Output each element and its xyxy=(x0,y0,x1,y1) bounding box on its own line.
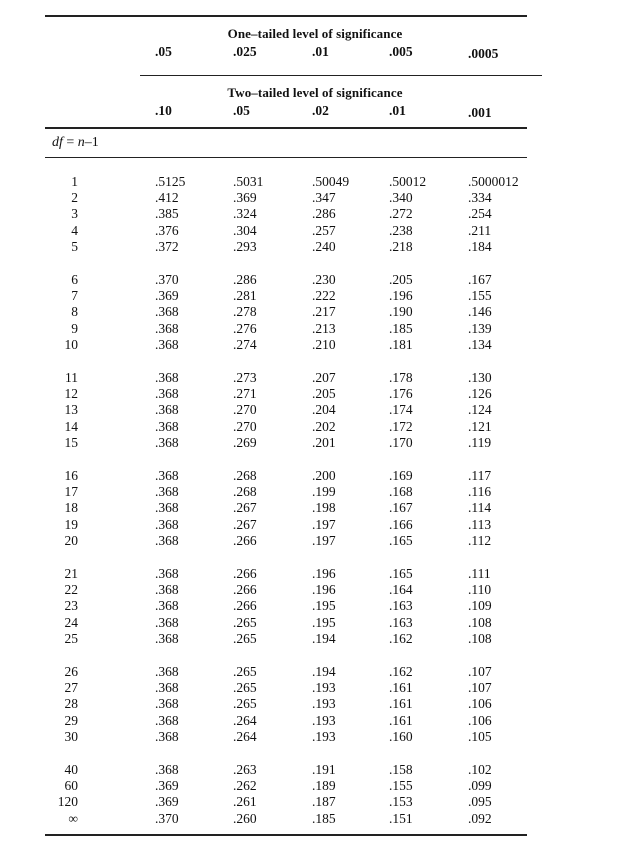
critical-value: .238 xyxy=(389,222,413,238)
critical-value: .385 xyxy=(155,206,179,222)
critical-value: .102 xyxy=(468,762,492,777)
table-row xyxy=(0,272,642,288)
critical-value: .265 xyxy=(233,664,257,679)
critical-value: .368 xyxy=(155,418,179,434)
df-value: 1 xyxy=(71,174,78,189)
critical-value: .293 xyxy=(233,238,257,254)
critical-value: .165 xyxy=(389,566,413,581)
critical-value: .368 xyxy=(155,484,179,500)
df-value: 20 xyxy=(64,532,78,548)
critical-value: .178 xyxy=(389,370,413,385)
critical-value: .372 xyxy=(155,238,179,254)
critical-value: .207 xyxy=(312,370,336,385)
critical-value: .368 xyxy=(155,664,179,679)
critical-value: .368 xyxy=(155,696,179,712)
df-value: 30 xyxy=(64,728,78,744)
critical-value: .262 xyxy=(233,778,257,794)
critical-value: .168 xyxy=(389,484,413,500)
critical-value: .169 xyxy=(389,468,413,483)
critical-value: .368 xyxy=(155,304,179,320)
df-value: 12 xyxy=(64,386,78,402)
critical-value: .270 xyxy=(233,418,257,434)
critical-value: .412 xyxy=(155,190,179,206)
critical-value: .369 xyxy=(155,288,179,304)
critical-value: .368 xyxy=(155,582,179,598)
critical-value: .194 xyxy=(312,664,336,679)
critical-value: .217 xyxy=(312,304,336,320)
critical-value: .167 xyxy=(468,272,492,287)
df-symbol: df xyxy=(52,135,63,150)
df-value: 3 xyxy=(71,206,78,222)
critical-value: .213 xyxy=(312,320,336,336)
critical-value: .5031 xyxy=(233,174,264,189)
critical-value: .190 xyxy=(389,304,413,320)
critical-value: .193 xyxy=(312,728,336,744)
critical-value: .240 xyxy=(312,238,336,254)
critical-value: .111 xyxy=(468,566,491,581)
critical-value: .218 xyxy=(389,238,413,254)
critical-value: .161 xyxy=(389,696,413,712)
critical-value: .117 xyxy=(468,468,492,483)
critical-value: .196 xyxy=(312,566,336,581)
critical-value: .368 xyxy=(155,370,179,385)
critical-value: .254 xyxy=(468,206,492,222)
critical-value: .204 xyxy=(312,402,336,418)
critical-value: .153 xyxy=(389,794,413,810)
critical-value: .368 xyxy=(155,532,179,548)
table-row xyxy=(0,762,642,778)
critical-value: .109 xyxy=(468,598,492,614)
critical-value: .334 xyxy=(468,190,492,206)
two-tailed-level-5: .001 xyxy=(468,105,492,120)
critical-value: .230 xyxy=(312,272,336,287)
two-tailed-caption: Two–tailed level of significance xyxy=(227,85,403,100)
df-value: 120 xyxy=(57,794,78,810)
critical-value: .265 xyxy=(233,696,257,712)
critical-value: .106 xyxy=(468,696,492,712)
table-row xyxy=(0,778,642,794)
critical-value: .369 xyxy=(155,778,179,794)
df-value: 5 xyxy=(71,238,78,254)
table-row xyxy=(0,468,642,484)
critical-value: .267 xyxy=(233,500,257,516)
critical-value: .50012 xyxy=(389,174,427,189)
one-tailed-level-5: .0005 xyxy=(468,46,499,61)
critical-value: .205 xyxy=(389,272,413,287)
critical-value: .108 xyxy=(468,630,492,646)
critical-value: .276 xyxy=(233,320,257,336)
one-tailed-level-3: .01 xyxy=(312,44,329,59)
df-value: 11 xyxy=(65,370,78,385)
critical-value: .260 xyxy=(233,810,257,826)
table-row xyxy=(0,615,642,631)
df-value: 25 xyxy=(64,630,78,646)
df-value: 13 xyxy=(64,402,78,418)
bottom-rule xyxy=(45,834,527,836)
one-tailed-caption: One–tailed level of significance xyxy=(227,26,403,41)
critical-value: .197 xyxy=(312,516,336,532)
critical-value: .266 xyxy=(233,598,257,614)
critical-value: .105 xyxy=(468,728,492,744)
critical-value: .370 xyxy=(155,272,179,287)
critical-value: .286 xyxy=(312,206,336,222)
critical-value: .139 xyxy=(468,320,492,336)
df-value: 22 xyxy=(64,582,78,598)
df-value: 18 xyxy=(64,500,78,516)
df-value: 9 xyxy=(71,320,78,336)
critical-value: .165 xyxy=(389,532,413,548)
critical-value: .368 xyxy=(155,320,179,336)
critical-value: .155 xyxy=(468,288,492,304)
critical-value: .50049 xyxy=(312,174,350,189)
two-tailed-level-1: .10 xyxy=(155,103,172,118)
two-tailed-level-2: .05 xyxy=(233,103,250,118)
table-row xyxy=(0,598,642,614)
critical-value: .146 xyxy=(468,304,492,320)
critical-value: .095 xyxy=(468,794,492,810)
table-row xyxy=(0,517,642,533)
critical-value: .368 xyxy=(155,762,179,777)
critical-value: .368 xyxy=(155,630,179,646)
critical-value: .368 xyxy=(155,336,179,352)
critical-value: .269 xyxy=(233,434,257,450)
df-value: 15 xyxy=(64,434,78,450)
critical-value: .191 xyxy=(312,762,336,777)
critical-value: .268 xyxy=(233,468,257,483)
df-value: 16 xyxy=(64,468,78,483)
critical-value: .162 xyxy=(389,664,413,679)
table-row xyxy=(0,337,642,353)
table-row xyxy=(0,174,642,190)
critical-value: .185 xyxy=(312,810,336,826)
critical-value: .368 xyxy=(155,468,179,483)
critical-value: .264 xyxy=(233,712,257,728)
one-tailed-level-2: .025 xyxy=(233,44,257,59)
df-value: 60 xyxy=(64,778,78,794)
df-value: 21 xyxy=(64,566,78,581)
critical-value: .193 xyxy=(312,712,336,728)
table-row xyxy=(0,321,642,337)
critical-value: .158 xyxy=(389,762,413,777)
critical-value: .151 xyxy=(389,810,413,826)
critical-value: .176 xyxy=(389,386,413,402)
critical-value: .264 xyxy=(233,728,257,744)
df-n: n xyxy=(77,135,85,150)
critical-value: .134 xyxy=(468,336,492,352)
critical-value: .5000012 xyxy=(468,174,519,189)
critical-value: .274 xyxy=(233,336,257,352)
table-row xyxy=(0,696,642,712)
critical-value: .281 xyxy=(233,288,257,304)
table-row xyxy=(0,190,642,206)
critical-value: .113 xyxy=(468,516,492,532)
table-row xyxy=(0,729,642,745)
critical-value: .199 xyxy=(312,484,336,500)
one-tailed-level-1: .05 xyxy=(155,44,172,59)
critical-value: .166 xyxy=(389,516,413,532)
critical-value: .170 xyxy=(389,434,413,450)
critical-value: .261 xyxy=(233,794,257,810)
table-row xyxy=(0,304,642,320)
critical-value: .369 xyxy=(233,190,257,206)
critical-value: .304 xyxy=(233,222,257,238)
critical-value: .187 xyxy=(312,794,336,810)
critical-value: .092 xyxy=(468,810,492,826)
df-value: 40 xyxy=(64,762,78,777)
two-tailed-level-4: .01 xyxy=(389,103,406,118)
df-value: 28 xyxy=(64,696,78,712)
critical-value: .265 xyxy=(233,614,257,630)
table-row xyxy=(0,631,642,647)
table-row xyxy=(0,664,642,680)
table-row xyxy=(0,386,642,402)
critical-value: .324 xyxy=(233,206,257,222)
critical-value: .368 xyxy=(155,434,179,450)
critical-value: .368 xyxy=(155,500,179,516)
df-value: ∞ xyxy=(68,810,78,826)
critical-value: .164 xyxy=(389,582,413,598)
table-row xyxy=(0,370,642,386)
critical-value: .210 xyxy=(312,336,336,352)
table-row xyxy=(0,500,642,516)
critical-value: .368 xyxy=(155,712,179,728)
table-row xyxy=(0,402,642,418)
critical-value: .271 xyxy=(233,386,257,402)
critical-value: .163 xyxy=(389,598,413,614)
critical-value: .368 xyxy=(155,402,179,418)
critical-value: .195 xyxy=(312,598,336,614)
critical-value: .161 xyxy=(389,680,413,696)
table-row xyxy=(0,419,642,435)
df-value: 19 xyxy=(64,516,78,532)
critical-value: .162 xyxy=(389,630,413,646)
critical-value: .205 xyxy=(312,386,336,402)
critical-value: .347 xyxy=(312,190,336,206)
critical-value: .368 xyxy=(155,598,179,614)
critical-value: .273 xyxy=(233,370,257,385)
critical-value: .200 xyxy=(312,468,336,483)
df-value: 23 xyxy=(64,598,78,614)
df-value: 10 xyxy=(64,336,78,352)
critical-value: .268 xyxy=(233,484,257,500)
critical-value: .370 xyxy=(155,810,179,826)
table-row xyxy=(0,288,642,304)
critical-value: .116 xyxy=(468,484,492,500)
critical-value: .222 xyxy=(312,288,336,304)
critical-value: .211 xyxy=(468,222,492,238)
table-row xyxy=(0,566,642,582)
table-row xyxy=(0,206,642,222)
critical-value: .121 xyxy=(468,418,492,434)
critical-value: .201 xyxy=(312,434,336,450)
critical-value: .110 xyxy=(468,582,492,598)
table-row xyxy=(0,794,642,810)
df-value: 6 xyxy=(71,272,78,287)
critical-value: .167 xyxy=(389,500,413,516)
df-value: 2 xyxy=(71,190,78,206)
table-row xyxy=(0,811,642,827)
df-value: 27 xyxy=(64,680,78,696)
table-row xyxy=(0,582,642,598)
critical-value: .376 xyxy=(155,222,179,238)
critical-value: .368 xyxy=(155,516,179,532)
critical-value: .263 xyxy=(233,762,257,777)
critical-value: .369 xyxy=(155,794,179,810)
critical-value: .257 xyxy=(312,222,336,238)
table-row xyxy=(0,680,642,696)
critical-value: .184 xyxy=(468,238,492,254)
df-value: 7 xyxy=(71,288,78,304)
df-value: 26 xyxy=(64,664,78,679)
critical-value: .126 xyxy=(468,386,492,402)
critical-value: .172 xyxy=(389,418,413,434)
critical-value: .130 xyxy=(468,370,492,385)
critical-value: .202 xyxy=(312,418,336,434)
df-value: 8 xyxy=(71,304,78,320)
critical-value: .266 xyxy=(233,582,257,598)
one-tailed-level-4: .005 xyxy=(389,44,413,59)
critical-value: .185 xyxy=(389,320,413,336)
two-tailed-level-3: .02 xyxy=(312,103,329,118)
critical-value: .174 xyxy=(389,402,413,418)
critical-value: .108 xyxy=(468,614,492,630)
critical-value: .114 xyxy=(468,500,492,516)
critical-value: .196 xyxy=(389,288,413,304)
critical-value: .106 xyxy=(468,712,492,728)
critical-value: .124 xyxy=(468,402,492,418)
critical-value: .270 xyxy=(233,402,257,418)
critical-value: .5125 xyxy=(155,174,186,189)
critical-value: .161 xyxy=(389,712,413,728)
df-value: 29 xyxy=(64,712,78,728)
table-row xyxy=(0,713,642,729)
critical-value: .266 xyxy=(233,566,257,581)
critical-value: .267 xyxy=(233,516,257,532)
critical-value: .107 xyxy=(468,664,492,679)
critical-value: .272 xyxy=(389,206,413,222)
critical-value: .265 xyxy=(233,680,257,696)
df-value: 4 xyxy=(71,222,78,238)
critical-value: .163 xyxy=(389,614,413,630)
table-row xyxy=(0,435,642,451)
critical-value: .340 xyxy=(389,190,413,206)
table-row xyxy=(0,533,642,549)
df-value: 17 xyxy=(64,484,78,500)
critical-value: .099 xyxy=(468,778,492,794)
critical-value: .181 xyxy=(389,336,413,352)
critical-value: .155 xyxy=(389,778,413,794)
critical-value: .107 xyxy=(468,680,492,696)
critical-value: .265 xyxy=(233,630,257,646)
critical-value: .112 xyxy=(468,532,492,548)
table-row xyxy=(0,223,642,239)
df-equals: = xyxy=(62,135,78,150)
critical-value: .368 xyxy=(155,728,179,744)
critical-value: .266 xyxy=(233,532,257,548)
critical-value: .368 xyxy=(155,386,179,402)
critical-value: .368 xyxy=(155,614,179,630)
critical-value: .197 xyxy=(312,532,336,548)
critical-value: .368 xyxy=(155,566,179,581)
critical-value: .193 xyxy=(312,680,336,696)
table-row xyxy=(0,484,642,500)
critical-value: .160 xyxy=(389,728,413,744)
critical-value: .286 xyxy=(233,272,257,287)
table-row xyxy=(0,239,642,255)
critical-value: .189 xyxy=(312,778,336,794)
critical-value: .278 xyxy=(233,304,257,320)
df-value: 14 xyxy=(64,418,78,434)
critical-value: .368 xyxy=(155,680,179,696)
critical-value: .119 xyxy=(468,434,492,450)
df-minus-one: –1 xyxy=(84,135,99,150)
critical-value: .193 xyxy=(312,696,336,712)
critical-value: .198 xyxy=(312,500,336,516)
critical-value: .194 xyxy=(312,630,336,646)
df-value: 24 xyxy=(64,614,78,630)
critical-value: .196 xyxy=(312,582,336,598)
critical-value: .195 xyxy=(312,614,336,630)
